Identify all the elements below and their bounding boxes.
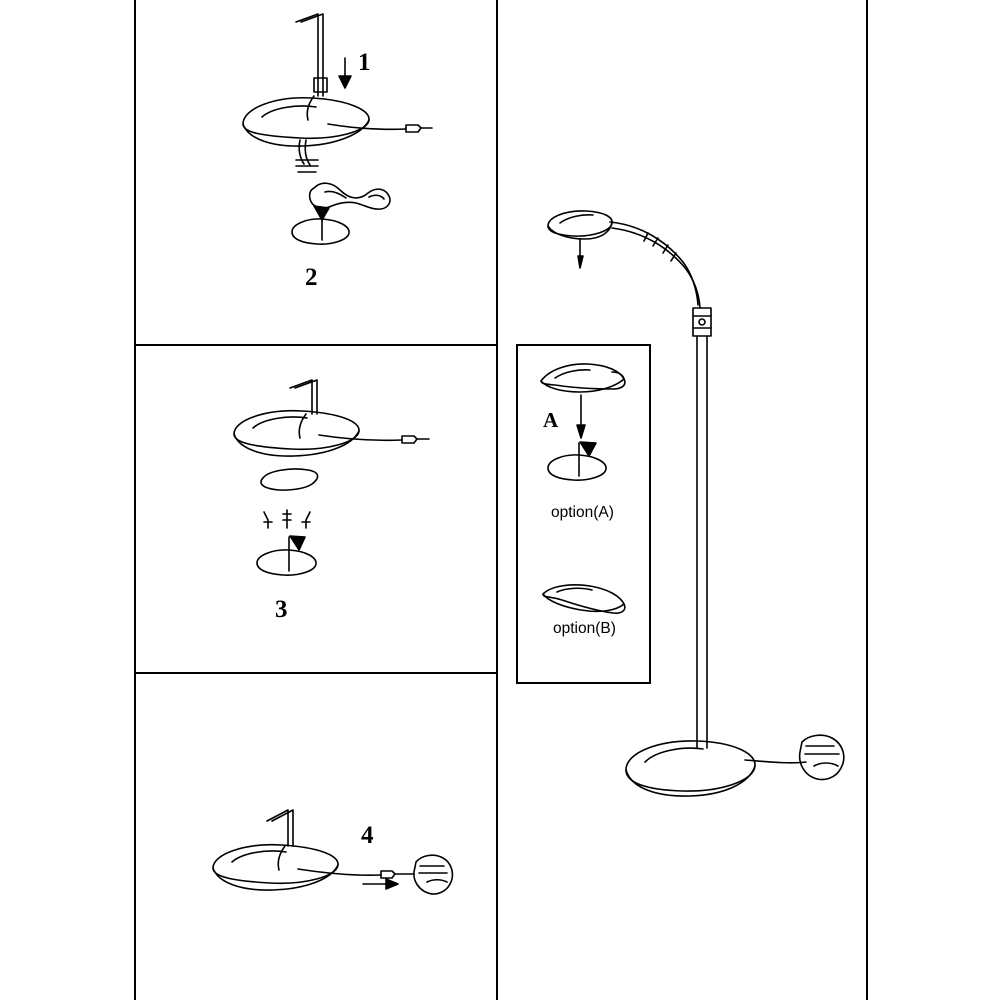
divider-middle-vertical (496, 0, 498, 1000)
step-number-2: 2 (305, 264, 318, 291)
step-number-3: 3 (275, 596, 288, 623)
step-4-illustration (213, 810, 452, 894)
step-number-1: 1 (358, 49, 371, 76)
step-number-4: 4 (361, 822, 374, 849)
option-a-label: option(A) (551, 504, 614, 521)
divider-horizontal-1 (134, 344, 498, 346)
step-3-illustration (234, 380, 429, 575)
option-b-label: option(B) (553, 620, 616, 637)
step-2-illustration (292, 140, 390, 244)
step-1-illustration (243, 14, 432, 146)
option-letter-a: A (543, 408, 559, 432)
divider-left-vertical (134, 0, 136, 1000)
divider-right-vertical (866, 0, 868, 1000)
divider-horizontal-2 (134, 672, 498, 674)
